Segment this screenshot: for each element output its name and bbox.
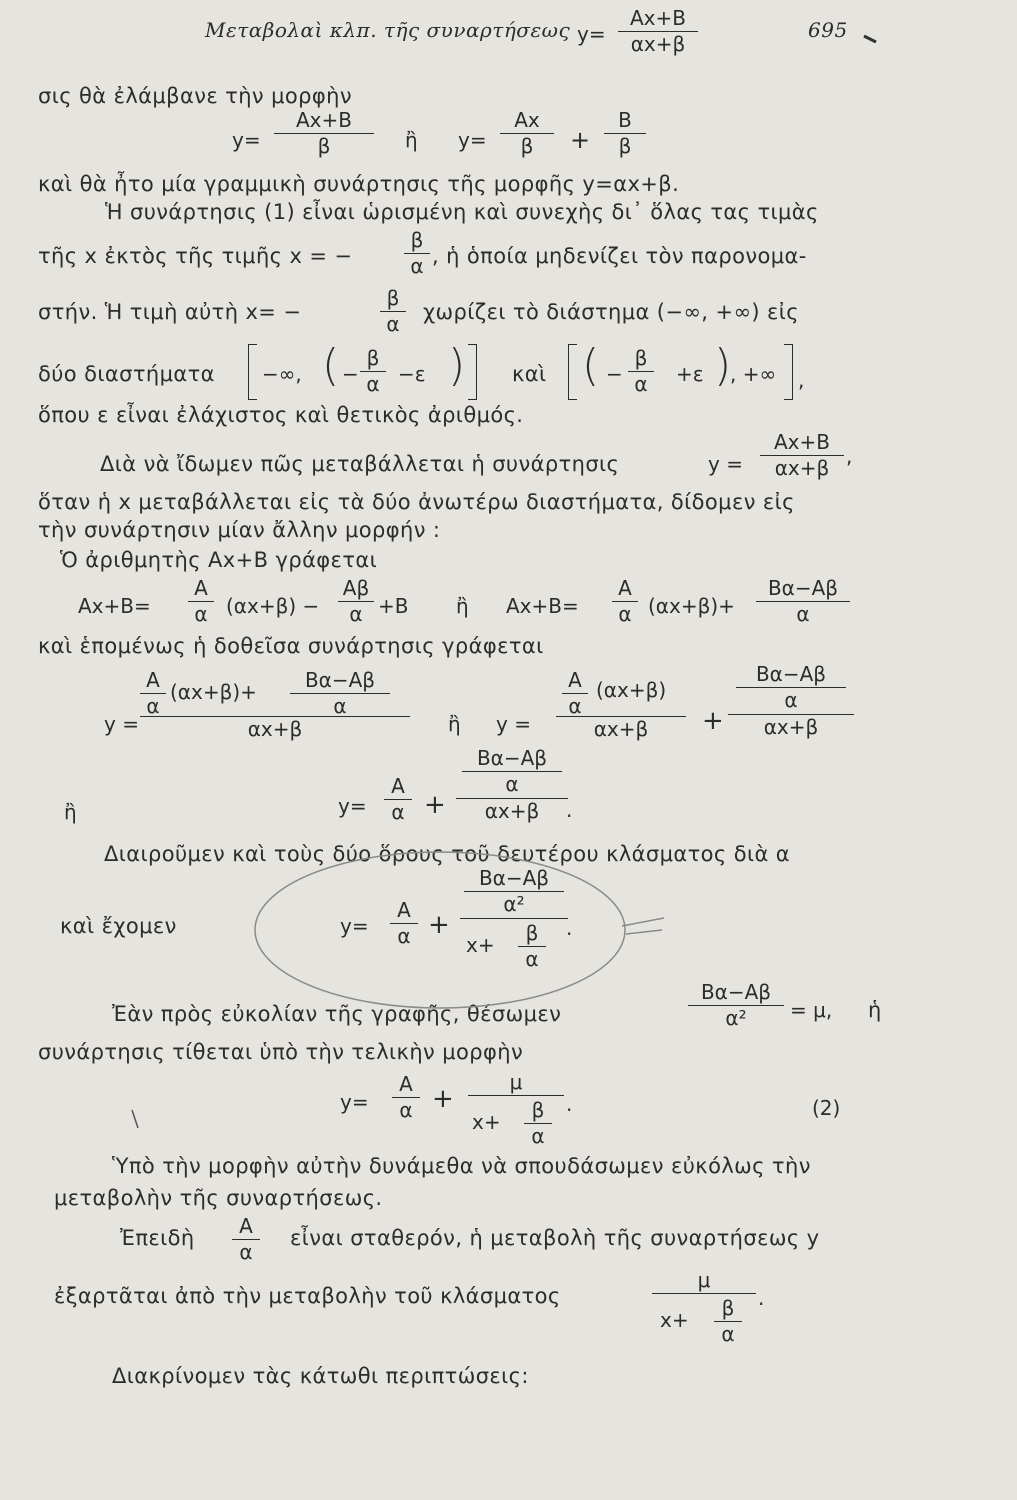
complex-den: αx+β <box>763 715 819 739</box>
eq-plus: + <box>428 910 450 940</box>
paren-left: ( <box>322 340 340 391</box>
text-line: Διαιροῦμεν καὶ τοὺς δύο ὅρους τοῦ δευτέρου κλάσματος διὰ α <box>104 842 791 866</box>
fraction-den: α² <box>725 1006 747 1030</box>
eq-y: y= <box>232 128 261 152</box>
fraction-num: Bα−Aβ <box>700 980 772 1004</box>
fraction-num: Bα−Aβ <box>755 662 827 686</box>
text-line: καὶ ἑπομένως ἡ δοθεῖσα συνάρτησις γράφεται <box>38 634 544 658</box>
fraction-den: α <box>397 924 411 948</box>
text-line: συνάρτησις τίθεται ὑπὸ τὴν τελικὴν μορφὴν <box>38 1040 524 1064</box>
ink-mark <box>864 36 876 42</box>
eq-y: y= <box>458 128 487 152</box>
eq-y: y = <box>708 452 743 476</box>
eq-y: y= <box>338 794 367 818</box>
eq-term: x+ <box>466 933 495 957</box>
fraction-den: α <box>796 602 810 626</box>
eq-lhs: Ax+B= <box>506 594 579 618</box>
period: . <box>566 916 573 940</box>
text-line: Ἐπειδὴ <box>120 1226 195 1250</box>
text-line: ἐξαρτᾶται ἀπὸ τὴν μεταβολὴν τοῦ κλάσματος <box>54 1284 561 1308</box>
text-line: Ὑπὸ τὴν μορφὴν αὐτὴν δυνάμεθα νὰ σπουδάσωμεν εὐκόλως τὴν <box>112 1154 811 1178</box>
pencil-circle <box>255 852 625 1008</box>
eq-y: y= <box>340 1090 369 1114</box>
text-line: ἡ <box>868 998 882 1022</box>
period: . <box>566 1092 573 1116</box>
text-line: Ἡ συνάρτησις (1) εἶναι ὡρισμένη καὶ συνεχὴς δι᾽ ὅλας τας τιμὰς <box>105 200 819 224</box>
eq-mu: = μ, <box>790 998 833 1022</box>
text-line: ὅταν ἡ x μεταβάλλεται εἰς τὰ δύο ἀνωτέρω διαστήματα, δίδομεν εἰς <box>38 490 795 514</box>
complex-den: αx+β <box>484 799 540 823</box>
text-line: , ἡ ὁποία μηδενίζει τὸν παρονομα- <box>432 244 807 268</box>
fraction-num: β <box>634 346 648 370</box>
eq-term: (αx+β)+ <box>648 594 735 618</box>
paren-right: ) <box>448 340 466 391</box>
fraction-den: α <box>568 694 582 718</box>
eq-plus: + <box>424 790 446 820</box>
fraction-den: α <box>239 1240 253 1264</box>
fraction-num: Bα−Aβ <box>304 668 376 692</box>
fraction-num: β <box>531 1098 545 1122</box>
period: . <box>566 798 573 822</box>
fraction-num: A <box>194 576 208 600</box>
pencil-tick-mark <box>132 1110 138 1128</box>
fraction-den: α <box>721 1322 735 1346</box>
text-line: χωρίζει τὸ διάστημα (−∞, +∞) εἰς <box>423 300 799 324</box>
fraction-num: A <box>146 668 160 692</box>
fraction-den: α <box>146 694 160 718</box>
eq-term: (αx+β) <box>596 678 667 702</box>
paren-right: ) <box>714 340 732 391</box>
complex-num: μ <box>697 1268 711 1292</box>
fraction-den: α <box>366 372 380 396</box>
fraction-num: B <box>618 108 632 132</box>
minus-sign: − <box>606 362 623 386</box>
eq-y: y = <box>496 712 531 736</box>
text-line: καὶ ἔχομεν <box>60 914 177 938</box>
fraction-num: A <box>239 1214 253 1238</box>
fraction-den: α <box>391 800 405 824</box>
eq-plus: + <box>570 126 591 154</box>
eq-or: ἢ <box>64 800 77 824</box>
eq-lhs: Ax+B= <box>78 594 151 618</box>
comma: , <box>798 368 805 392</box>
text-line: μεταβολὴν τῆς συναρτήσεως. <box>54 1186 383 1210</box>
fraction-den: α <box>634 372 648 396</box>
period: . <box>758 1286 765 1310</box>
eq-or: ἢ <box>456 594 469 618</box>
text-line: δύο διαστήματα <box>38 362 215 386</box>
interval-start: −∞, <box>262 362 302 386</box>
fraction-num: Bα−Aβ <box>767 576 839 600</box>
fraction-num: β <box>386 286 400 310</box>
text-line: Ὁ ἀριθμητὴς Ax+B γράφεται <box>60 548 378 572</box>
plus-epsilon: +ε <box>676 362 704 386</box>
eq-or: ἢ <box>405 128 418 152</box>
eq-term: x+ <box>472 1110 501 1134</box>
fraction-num: A <box>568 668 582 692</box>
eq-term: x+ <box>660 1308 689 1332</box>
text-and: καὶ <box>512 362 547 386</box>
fraction-den: αx+β <box>774 456 830 480</box>
fraction-den: α <box>784 688 798 712</box>
fraction-den: α <box>531 1124 545 1148</box>
minus-epsilon: −ε <box>398 362 426 386</box>
fraction-num: Ax+B <box>774 430 830 454</box>
fraction-num: Bα−Aβ <box>476 746 548 770</box>
equation-number: (2) <box>812 1096 841 1120</box>
paren-left: ( <box>582 340 600 391</box>
complex-num: μ <box>509 1070 523 1094</box>
interval-end: , +∞ <box>730 362 777 386</box>
fraction-den: β <box>520 134 534 158</box>
running-header-title: Μεταβολαὶ κλπ. τῆς συναρτήσεως <box>205 18 571 42</box>
fraction-num: Bα−Aβ <box>478 866 550 890</box>
fraction-den: α <box>410 254 424 278</box>
eq-y: y = <box>104 712 139 736</box>
header-y-eq: y= <box>577 22 606 46</box>
fraction-num: A <box>391 774 405 798</box>
eq-y: y= <box>340 914 369 938</box>
text-line: στήν. Ἡ τιμὴ αὐτὴ x= − <box>38 300 302 324</box>
fraction-num: A <box>618 576 632 600</box>
text-line: τὴν συνάρτησιν μίαν ἄλλην μορφήν : <box>38 518 441 542</box>
fraction-den: α <box>525 947 539 971</box>
fraction-num: β <box>366 346 380 370</box>
eq-term: +B <box>378 594 409 618</box>
text-line: Ἐὰν πρὸς εὐκολίαν τῆς γραφῆς, θέσωμεν <box>112 1002 562 1026</box>
eq-term: (αx+β)+ <box>170 680 257 704</box>
fraction-den: α² <box>503 892 525 916</box>
text-line: Διὰ νὰ ἴδωμεν πῶς μεταβάλλεται ἡ συνάρτησις <box>100 452 620 476</box>
fraction-den: β <box>618 134 632 158</box>
text-line: καὶ θὰ ἦτο μία γραμμικὴ συνάρτησις τῆς μορφῆς y=αx+β. <box>38 172 680 196</box>
fraction-num: Ax+B <box>296 108 352 132</box>
complex-den: αx+β <box>247 717 303 741</box>
text-line: ὅπου ε εἶναι ἐλάχιστος καὶ θετικὸς ἀριθμός. <box>38 403 524 427</box>
fraction-den: α <box>386 312 400 336</box>
eq-or: ἢ <box>448 712 461 736</box>
fraction-den: α <box>505 772 519 796</box>
fraction-num: A <box>399 1072 413 1096</box>
fraction-den: α <box>618 602 632 626</box>
fraction-num: β <box>525 921 539 945</box>
page-number: 695 <box>808 18 848 42</box>
header-fraction-num: Ax+B <box>630 6 686 30</box>
fraction-num: β <box>410 228 424 252</box>
header-fraction-den: αx+β <box>630 32 686 56</box>
fraction-num: β <box>721 1296 735 1320</box>
fraction-num: Aβ <box>342 576 370 600</box>
eq-plus: + <box>432 1084 454 1114</box>
pencil-equals-mark <box>622 918 664 934</box>
text-line: Διακρίνομεν τὰς κάτωθι περιπτώσεις: <box>112 1364 529 1388</box>
eq-term: (αx+β) − <box>226 594 320 618</box>
comma: , <box>846 444 853 468</box>
minus-sign: − <box>342 362 359 386</box>
text-line: εἶναι σταθερόν, ἡ μεταβολὴ τῆς συναρτήσεως y <box>290 1226 820 1250</box>
text-line: τῆς x ἐκτὸς τῆς τιμῆς x = − <box>38 244 353 268</box>
fraction-den: α <box>333 694 347 718</box>
fraction-num: A <box>397 898 411 922</box>
text-line: σις θὰ ἐλάμβανε τὴν μορφὴν <box>38 84 352 108</box>
fraction-den: α <box>349 602 363 626</box>
complex-den: αx+β <box>593 717 649 741</box>
eq-plus: + <box>702 706 724 736</box>
fraction-den: α <box>194 602 208 626</box>
fraction-num: Ax <box>514 108 540 132</box>
fraction-den: β <box>317 134 331 158</box>
fraction-den: α <box>399 1098 413 1122</box>
